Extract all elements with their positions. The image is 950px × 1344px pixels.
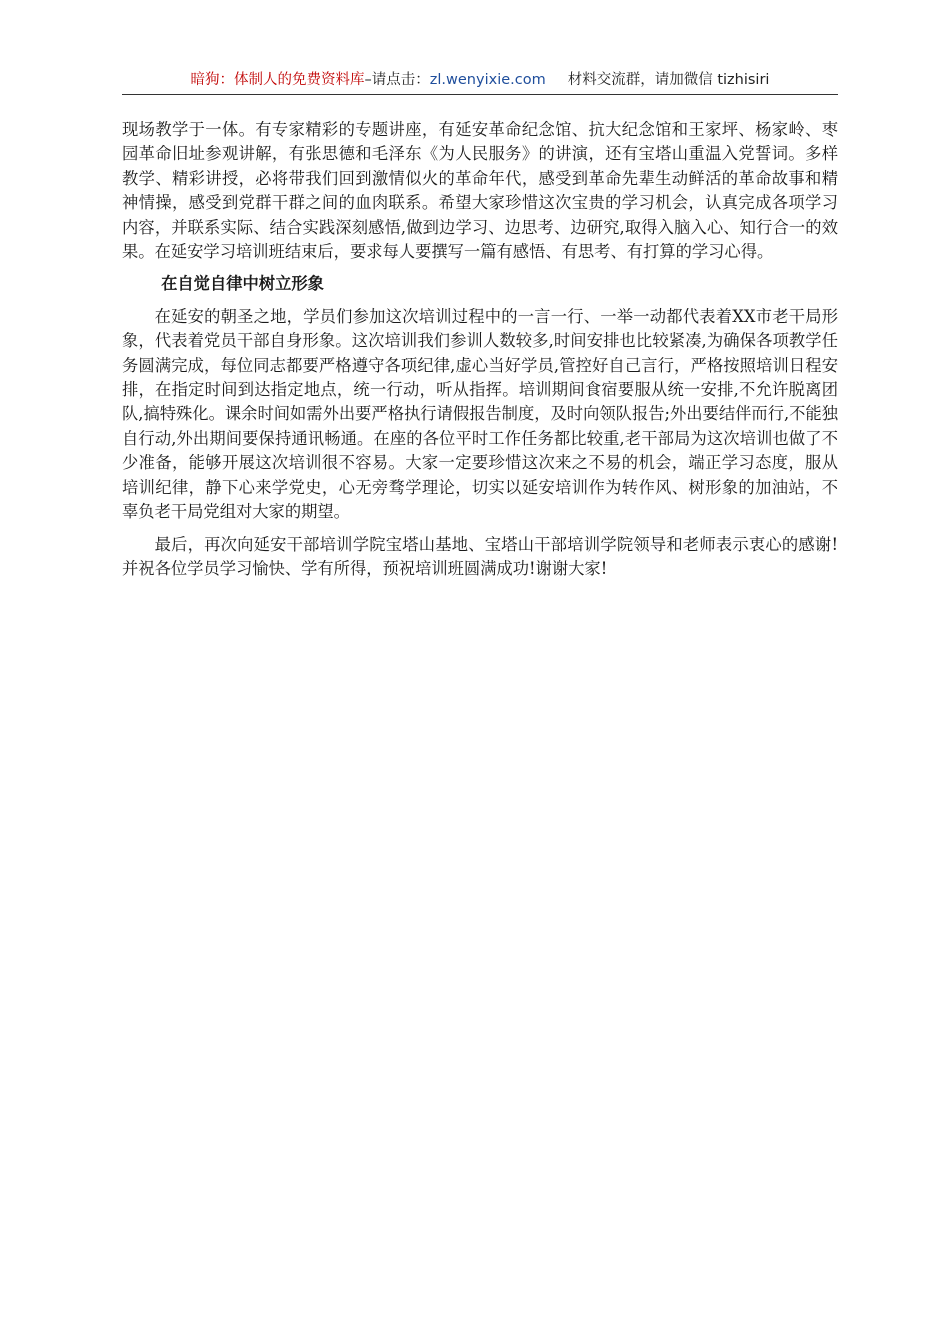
paragraph-3: 最后，再次向延安干部培训学院宝塔山基地、宝塔山干部培训学院领导和老师表示衷心的感谢!并祝各位学员学习愉快、学有所得，预祝培训班圆满成功!谢谢大家! [122,534,838,578]
header-title: 暗狗：体制人的免费资料库 [190,72,365,88]
section-heading: 在自觉自律中树立形象 [161,274,324,294]
paragraph-1: 现场教学于一体。有专家精彩的专题讲座，有延安革命纪念馆、抗大纪念馆和王家坪、杨家岭、枣园革命旧址参观讲解，有张思德和毛泽东《为人民服务》的讲演，还有宝塔山重温入党誓词。多样教学、精彩讲授，必将带我们回到激情似火的革命年代，感受到革命先辈生动鲜活的革命故事和精神情操，感受到党群干群之间的血肉联系。希望大家珍惜这次宝贵的学习机会，认真完成各项学习内容，并联系实际、结合实践深刻感悟,做到边学习、边思考、边研究,取得入脑入心、知行合一的效果。在延安学习培训班结束后，要求每人要撰写一篇有感悟、有思考、有打算的学习心得。 [122,120,838,262]
page-header [122,68,838,95]
document-body [122,118,838,581]
header-click-prompt: –请点击： [364,72,430,88]
header-wechat-note: 材料交流群，请加微信 tizhisiri [567,72,770,88]
paragraph-2: 在延安的朝圣之地，学员们参加这次培训过程中的一言一行、一举一动都代表着XX市老干局形象，代表着党员干部自身形象。这次培训我们参训人数较多,时间安排也比较紧凑,为确保各项教学任务圆满完成，每位同志都要严格遵守各项纪律,虚心当好学员,管控好自己言行，严格按照培训日程安排，在指定时间到达指定地点，统一行动，听从指挥。培训期间食宿要服从统一安排,不允许脱离团队,搞特殊化。课余时间如需外出要严格执行请假报告制度，及时向领队报告;外出要结伴而行,不能独自行动,外出期间要保持通讯畅通。在座的各位平时工作任务都比较重,老干部局为这次培训也做了不少准备，能够开展这次培训很不容易。大家一定要珍惜这次来之不易的机会，端正学习态度，服从培训纪律，静下心来学党史，心无旁骛学理论，切实以延安培训作为转作风、树形象的加油站，不辜负老干局党组对大家的期望。 [122,306,838,522]
header-link[interactable]: zl.wenyixie.com [429,72,546,88]
